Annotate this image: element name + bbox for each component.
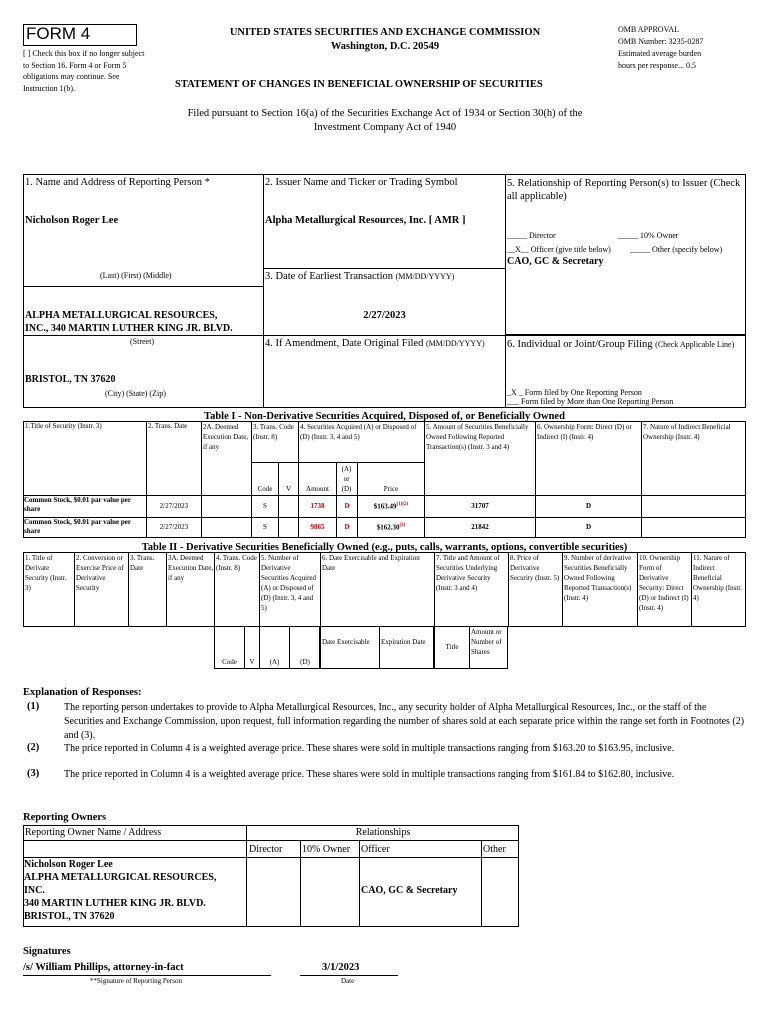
owner-name-line: Nicholson Roger Lee	[24, 859, 113, 870]
table-row: Common Stock, $0.01 par value per share	[24, 518, 131, 535]
t1-sub-code: Code	[257, 485, 273, 493]
t1-h3: 3. Trans. Code (Instr. 8)	[253, 423, 294, 441]
owners-col-10pct: 10% Owner	[302, 844, 351, 855]
omb-number: OMB Number: 3235-0287	[618, 37, 704, 46]
footnote-1-num: (1)	[27, 701, 40, 712]
t2-h11: 11. Nature of Indirect Beneficial Ownership (Instr. 4)	[693, 554, 742, 602]
rel-director: _____ Director	[507, 231, 556, 240]
signer: /s/ William Phillips, attorney-in-fact	[23, 962, 184, 973]
t1-r1-aord: D	[344, 502, 350, 510]
t2-h10: 10. Ownership Form of Derivative Security: Direct (D) or Indirect (I) (Instr. 4)	[639, 554, 689, 612]
t1-r2-amount: 9865	[310, 523, 325, 531]
t1-sub-v: V	[285, 485, 292, 493]
t2-h8: 8. Price of Derivative Security (Instr. 5)	[510, 554, 560, 582]
agency-line2: Washington, D.C. 20549	[330, 41, 440, 52]
t2-sub-amount: Amount or Number of Shares	[471, 628, 502, 656]
city-hint: (City) (State) (Zip)	[105, 389, 166, 398]
t1-r1-date: 2/27/2023	[159, 502, 189, 510]
omb-title: OMB APPROVAL	[618, 25, 679, 34]
t1-h7: 7. Nature of Indirect Beneficial Ownership (Instr. 4)	[643, 423, 731, 441]
earliest-transaction-date: 2/27/2023	[363, 310, 406, 321]
signatures-title: Signatures	[23, 946, 71, 957]
box1-label: 1. Name and Address of Reporting Person *	[25, 177, 210, 188]
date-caption: Date	[341, 977, 355, 985]
t2-h3: 3. Trans. Date	[130, 554, 155, 572]
owner-officer-title: CAO, GC & Secretary	[361, 885, 458, 896]
rel-officer: __X__ Officer (give title below)	[507, 245, 611, 254]
rel-other: _____ Other (specify below)	[630, 245, 723, 254]
t2-sub-a: (A)	[269, 658, 280, 666]
box-1	[23, 174, 264, 408]
t2-sub-expiration: Expiration Date	[381, 638, 426, 646]
t2-h1: 1. Title of Derivate Security (Instr. 3)	[25, 554, 67, 592]
city-state-zip: BRISTOL, TN 37620	[25, 374, 116, 385]
reporting-person-name: Nicholson Roger Lee	[25, 215, 119, 226]
t1-r1-form: D	[585, 502, 592, 510]
street-hint: (Street)	[130, 337, 154, 346]
filing-option-2: ___ Form filed by More than One Reporting Person	[507, 397, 674, 406]
t1-r2-form: D	[585, 523, 592, 531]
officer-title: CAO, GC & Secretary	[507, 256, 604, 267]
rel-10pct-owner: _____ 10% Owner	[618, 231, 679, 240]
box4-label: 4. If Amendment, Date Original Filed (MM/DD/YYYY)	[265, 338, 485, 349]
explanation-title: Explanation of Responses:	[23, 687, 142, 698]
footnote-2-text: The price reported in Column 4 is a weighted average price. These shares were sold in multiple transactions ranging from $163.20 to $163.95, inclusive.	[64, 743, 675, 754]
t2-h9: 9. Number of derivative Securities Beneficially Owned Following Reported Transaction(s) (Instr. 4)	[564, 554, 632, 602]
omb-hours: hours per response... 0.5	[618, 61, 696, 70]
t2-h2: 2. Conversion or Exercise Price of Derivative Security	[76, 554, 124, 592]
t1-sub-amount: Amount	[306, 485, 329, 493]
t1-r1-owned: 31707	[471, 502, 489, 510]
t1-r2-aord: D	[344, 523, 350, 531]
street-line1: ALPHA METALLURGICAL RESOURCES,	[25, 310, 218, 321]
filed-line2: Investment Company Act of 1940	[313, 122, 457, 133]
t1-h1: 1.Title of Security (Instr. 3)	[25, 422, 102, 430]
owners-col-officer: Officer	[361, 844, 390, 855]
t1-h2: 2. Trans. Date	[148, 422, 188, 430]
t1-h4: 4. Securities Acquired (A) or Disposed of (D) (Instr. 3, 4 and 5)	[300, 423, 417, 441]
owners-col-other: Other	[483, 844, 506, 855]
t2-sub-d: (D)	[300, 658, 310, 666]
box2-label: 2. Issuer Name and Ticker or Trading Symbol	[265, 177, 458, 188]
t1-r2-owned: 21842	[471, 523, 489, 531]
owner-name-line: 340 MARTIN LUTHER KING JR. BLVD.	[24, 898, 206, 909]
owners-col-director: Director	[249, 844, 283, 855]
owner-name-line: BRISTOL, TN 37620	[24, 911, 115, 922]
owners-title: Reporting Owners	[23, 812, 107, 823]
footnote-3-text: The price reported in Column 4 is a weighted average price. These shares were sold in multiple transactions ranging from $161.84 to $162.80, inclusive.	[64, 769, 675, 780]
t1-r2-code: S	[263, 523, 267, 531]
box3-label: 3. Date of Earliest Transaction (MM/DD/YYYY)	[265, 271, 455, 282]
box5-label: 5. Relationship of Reporting Person(s) to Issuer (Check all applicable)	[507, 178, 741, 202]
t2-sub-exercisable: Date Exercisable	[322, 638, 370, 646]
t2-h7: 7. Title and Amount of Securities Underlying Derivative Security (Instr. 3 and 4)	[436, 554, 500, 592]
filing-option-1: _X _ Form filed by One Reporting Person	[507, 388, 642, 397]
t1-h5: 5. Amount of Securities Beneficially Owned Following Reported Transaction(s) (Instr. 3 and 4)	[426, 423, 529, 451]
t1-h2a: 2A. Deemed Execution Date, if any	[203, 423, 249, 451]
footnote-2-num: (2)	[27, 742, 40, 753]
t1-r2-price: $162.30$^{(3)}$	[376, 523, 406, 532]
signature-date: 3/1/2023	[322, 962, 360, 973]
t2-sub-v: V	[249, 658, 255, 666]
owner-name-line: ALPHA METALLURGICAL RESOURCES,	[24, 872, 217, 883]
t2-h3a: 3A. Deemed Execution Date, if any	[168, 554, 214, 582]
table1-title: Table I - Non-Derivative Securities Acquired, Disposed of, or Beneficially Owned	[204, 411, 565, 422]
t1-sub-aord: (A) or (D)	[341, 465, 352, 493]
t2-h6: 6. Date Exercisable and Expiration Date	[322, 554, 420, 572]
signer-caption: **Signature of Reporting Person	[90, 977, 182, 985]
footnote-1-text: The reporting person undertakes to provide to Alpha Metallurgical Resources, Inc., any security holder of Alpha Metallurgical Resources, Inc., or the staff of the Securities and Exchange Commission, upon request, full information regarding the number of shares sold at each separate price within the range set forth in Footnotes (2) and (3).	[64, 702, 745, 741]
table2-title: Table II - Derivative Securities Beneficially Owned (e.g., puts, calls, warrants, options, convertible securities)	[141, 542, 628, 553]
t2-h5: 5. Number of Derivative Securities Acquired (A) or Disposed of (D) (Instr. 3, 4 and 5)	[261, 554, 317, 612]
t2-sub-code: Code	[222, 658, 237, 666]
t1-r1-amount: 1738	[310, 502, 325, 510]
filed-line1: Filed pursuant to Section 16(a) of the Securities Exchange Act of 1934 or Section 30(h) of the	[187, 108, 583, 119]
footnote-3-num: (3)	[27, 768, 40, 779]
owner-name-line: INC.	[24, 885, 45, 896]
form-title: FORM 4	[26, 24, 91, 43]
t1-r1-code: S	[263, 502, 267, 510]
t1-r2-date: 2/27/2023	[159, 523, 189, 531]
box6-label: 6. Individual or Joint/Group Filing (Check Applicable Line)	[507, 339, 735, 350]
street-line2: INC., 340 MARTIN LUTHER KING JR. BLVD.	[25, 323, 233, 334]
owners-col-relationships: Relationships	[355, 827, 411, 838]
checkbox-note: [ ] Check this box if no longer subject to Section 16. Form 4 or Form 5 obligations may continue. See Instruction 1(b).	[23, 49, 145, 93]
t1-sub-price: Price	[383, 485, 399, 493]
name-hint: (Last) (First) (Middle)	[100, 271, 172, 280]
t1-h6: 6. Ownership Form: Direct (D) or Indirect (I) (Instr. 4)	[537, 423, 632, 441]
t1-r1-price: $\$163.49^{(1)(2)}$	[373, 502, 409, 511]
issuer-name: Alpha Metallurgical Resources, Inc. [ AMR ]	[265, 215, 466, 226]
table-row: Common Stock, $0.01 par value per share	[24, 496, 131, 513]
agency-line1: UNITED STATES SECURITIES AND EXCHANGE COMMISSION	[229, 27, 541, 38]
owners-col-name: Reporting Owner Name / Address	[25, 827, 162, 838]
statement-title: STATEMENT OF CHANGES IN BENEFICIAL OWNERSHIP OF SECURITIES	[175, 79, 543, 90]
t2-sub-title: Title	[445, 643, 459, 651]
t2-h4: 4. Trans. Code (Instr. 8)	[216, 554, 257, 572]
omb-burden: Estimated average burden	[618, 49, 702, 58]
